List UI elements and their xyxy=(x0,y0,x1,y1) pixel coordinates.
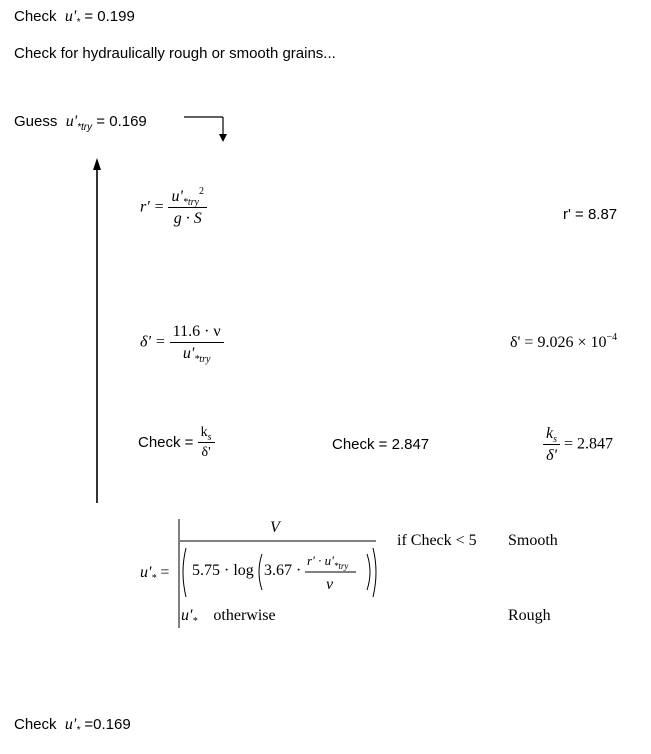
rough-label: Rough xyxy=(508,607,551,624)
delta-prime-result: $\delta' = 9.026 \times 10^{-4}$ xyxy=(510,332,618,351)
delta-prime-fraction: $\frac{11.6 \cdot \nu}{u'_{*try}}$ xyxy=(170,323,224,363)
u-star-lhs: $u'_*$ = xyxy=(140,564,170,584)
r-prime-result: r' = 8.87 xyxy=(563,206,618,223)
otherwise-row: $u'_*$ otherwise xyxy=(181,607,276,627)
smooth-label: Smooth xyxy=(508,532,558,549)
inner-numerator: $r' \cdot u'_{*try}$ xyxy=(307,553,349,571)
check-bottom-value: =0.169 xyxy=(84,716,131,733)
inner-denominator: ν xyxy=(326,576,334,593)
log-coefficient: 5.75 · log xyxy=(192,562,254,579)
condition-text: if Check < 5 xyxy=(397,532,477,549)
r-prime-fraction: $\frac{u'_{*try}^2}{g \cdot S}$ xyxy=(168,188,207,228)
check-bottom-label: Check xyxy=(14,716,57,733)
check-top-label: Check xyxy=(14,8,57,25)
guess-value: = 0.169 xyxy=(96,113,147,130)
u-star-bottom-sub: * xyxy=(76,725,81,736)
rough-smooth-text: Check for hydraulically rough or smooth grains... xyxy=(14,45,336,62)
guess-symbol: u' xyxy=(65,113,78,130)
u-star-symbol: u' xyxy=(64,8,77,25)
check-top-value: = 0.199 xyxy=(84,8,135,25)
check-ratio-fraction: $\frac{k_s}{\delta'}$ xyxy=(198,425,215,461)
delta-prime-lhs: δ' = xyxy=(140,333,166,351)
v-numerator: V xyxy=(270,519,280,536)
guess-label: Guess xyxy=(14,113,58,130)
r-prime-lhs: r' = xyxy=(140,198,165,216)
check-right-formula: $\frac{k_s}{\delta'}$ = 2.847 xyxy=(543,425,613,465)
check-ratio-formula: Check = $\frac{k_s}{\delta'}$ xyxy=(138,425,215,461)
inner-coefficient: 3.67 · xyxy=(264,562,302,579)
guess-sub: *try xyxy=(77,122,93,133)
check-mid-result: Check = 2.847 xyxy=(332,436,430,453)
check-bottom-line xyxy=(14,716,131,734)
u-star-sub: * xyxy=(76,17,81,28)
u-star-bottom-symbol: u' xyxy=(64,716,77,733)
